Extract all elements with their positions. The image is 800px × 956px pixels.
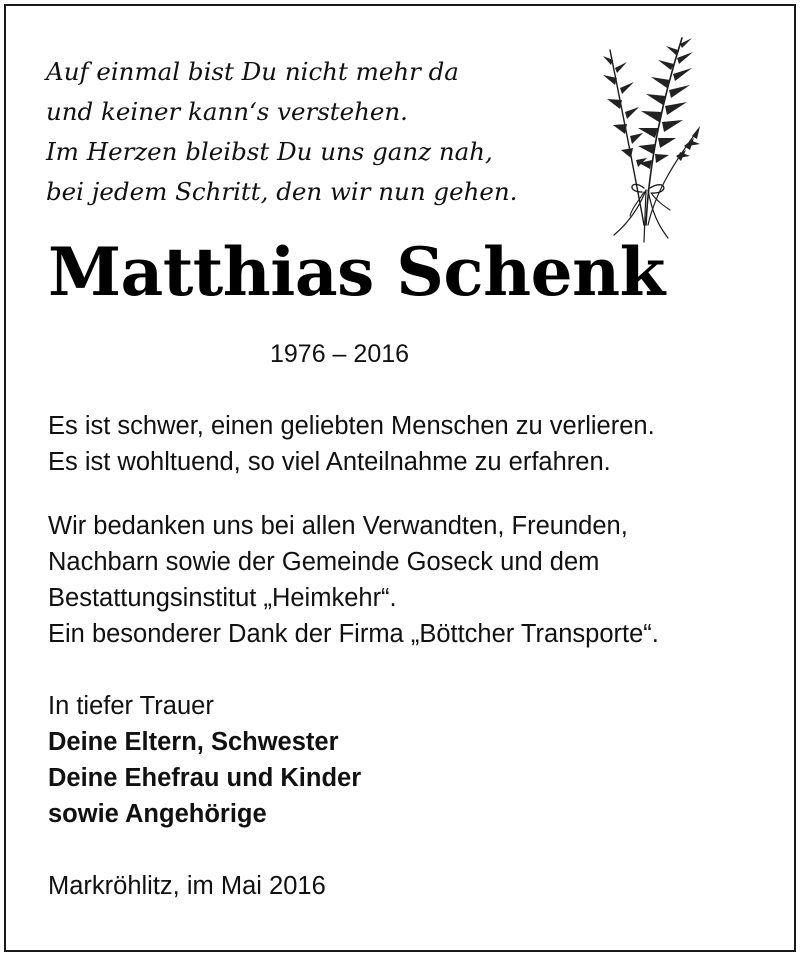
message-line: Es ist schwer, einen geliebten Menschen zu verlieren. (48, 412, 655, 440)
message-line: Bestattungsinstitut „Heimkehr“. (48, 584, 397, 612)
place-date: Markröhlitz, im Mai 2016 (48, 872, 326, 900)
mourners (48, 688, 361, 832)
poem-line: Im Herzen bleibst Du uns ganz nah, (46, 137, 493, 166)
message-line: Es ist wohltuend, so viel Anteilnahme zu erfahren. (48, 448, 611, 476)
poem-line: und keiner kann‘s verstehen. (46, 97, 408, 126)
message-line: Nachbarn sowie der Gemeinde Goseck und dem (48, 548, 600, 576)
message-line: Ein besonderer Dank der Firma „Böttcher Transporte“. (48, 620, 659, 648)
poem-line: bei jedem Schritt, den wir nun gehen. (46, 177, 518, 206)
message-paragraph-1 (48, 408, 655, 480)
message-line: Wir bedanken uns bei allen Verwandten, Freunden, (48, 512, 628, 540)
message-paragraph-2 (48, 508, 659, 652)
mourner-line: sowie Angehörige (48, 800, 267, 828)
mourners-intro: In tiefer Trauer (48, 692, 214, 720)
poem-line: Auf einmal bist Du nicht mehr da (46, 57, 459, 86)
life-years: 1976 – 2016 (270, 340, 410, 368)
poem (46, 52, 517, 212)
mourner-line: Deine Eltern, Schwester (48, 728, 339, 756)
fern-bouquet-icon (586, 20, 716, 245)
mourner-line: Deine Ehefrau und Kinder (48, 764, 362, 792)
deceased-name: Matthias Schenk (48, 233, 665, 311)
